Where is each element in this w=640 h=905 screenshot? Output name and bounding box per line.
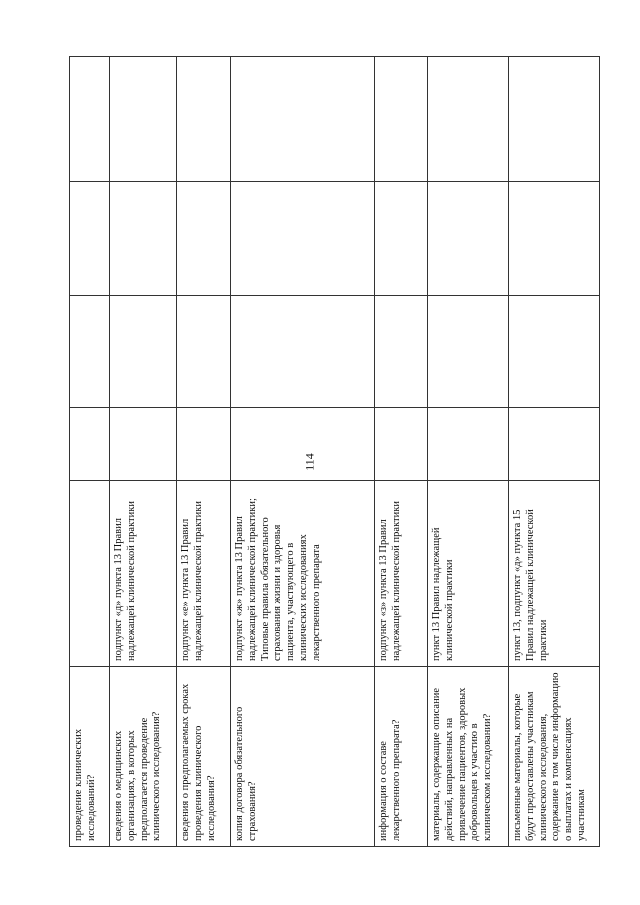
empty-cell: [110, 182, 177, 296]
empty-cell: [428, 57, 509, 182]
empty-cell: [70, 182, 110, 296]
empty-cell: [428, 408, 509, 481]
question-cell: проведение клинических исследований?: [70, 667, 110, 847]
empty-cell: [177, 57, 231, 182]
empty-cell: [375, 182, 428, 296]
table-row: [231, 57, 375, 847]
empty-cell: [428, 296, 509, 408]
reference-cell: подпункт «е» пункта 13 Правил надлежащей клинической практики: [177, 481, 231, 667]
empty-cell: [375, 408, 428, 481]
empty-cell: [177, 296, 231, 408]
table-row: [110, 57, 177, 847]
empty-cell: [177, 408, 231, 481]
question-cell: сведения о предполагаемых сроках проведения клинического исследования?: [177, 667, 231, 847]
question-cell: информация о составе лекарственного препарата?: [375, 667, 428, 847]
reference-cell: подпункт «ж» пункта 13 Правил надлежащей клинической практики; Типовые правила обязательного страхования жизни и здоровья пациента, участвующего в клинических исследованиях лекарственного препарата: [231, 481, 375, 667]
question-cell: письменные материалы, которые будут предоставлены участникам клинического исследования, содержание в том числе информацию о выплатах и компенсациях участникам: [509, 667, 600, 847]
empty-cell: [110, 57, 177, 182]
page-number: 114: [302, 453, 317, 471]
empty-cell: [509, 57, 600, 182]
reference-cell: [70, 481, 110, 667]
reference-cell: подпункт «д» пункта 13 Правил надлежащей клинической практики: [110, 481, 177, 667]
reference-cell: пункт 13, подпункт «д» пункта 15 Правил надлежащей клинической практики: [509, 481, 600, 667]
table-row: [375, 57, 428, 847]
question-cell: материалы, содержащие описание действий, направленных на привлечение пациентов, здоровых добровольцев к участию в клиническом исследовании?: [428, 667, 509, 847]
empty-cell: [70, 57, 110, 182]
question-cell: копия договора обязательного страхования?: [231, 667, 375, 847]
empty-cell: [231, 182, 375, 296]
table-row: [428, 57, 509, 847]
empty-cell: [509, 182, 600, 296]
empty-cell: [375, 57, 428, 182]
empty-cell: [231, 408, 375, 481]
empty-cell: [110, 408, 177, 481]
empty-cell: [231, 57, 375, 182]
empty-cell: [375, 296, 428, 408]
empty-cell: [110, 296, 177, 408]
checklist-table: [69, 56, 600, 847]
empty-cell: [70, 408, 110, 481]
empty-cell: [177, 182, 231, 296]
table-row: [509, 57, 600, 847]
table-row: [70, 57, 110, 847]
reference-cell: пункт 13 Правил надлежащей клинической практики: [428, 481, 509, 667]
empty-cell: [509, 408, 600, 481]
rotated-table-container: [69, 57, 599, 847]
empty-cell: [231, 296, 375, 408]
empty-cell: [509, 296, 600, 408]
reference-cell: подпункт «з» пункта 13 Правил надлежащей клинической практики: [375, 481, 428, 667]
table-row: [177, 57, 231, 847]
question-cell: сведения о медицинских организациях, в которых предполагается проведение клинического исследования?: [110, 667, 177, 847]
empty-cell: [428, 182, 509, 296]
empty-cell: [70, 296, 110, 408]
